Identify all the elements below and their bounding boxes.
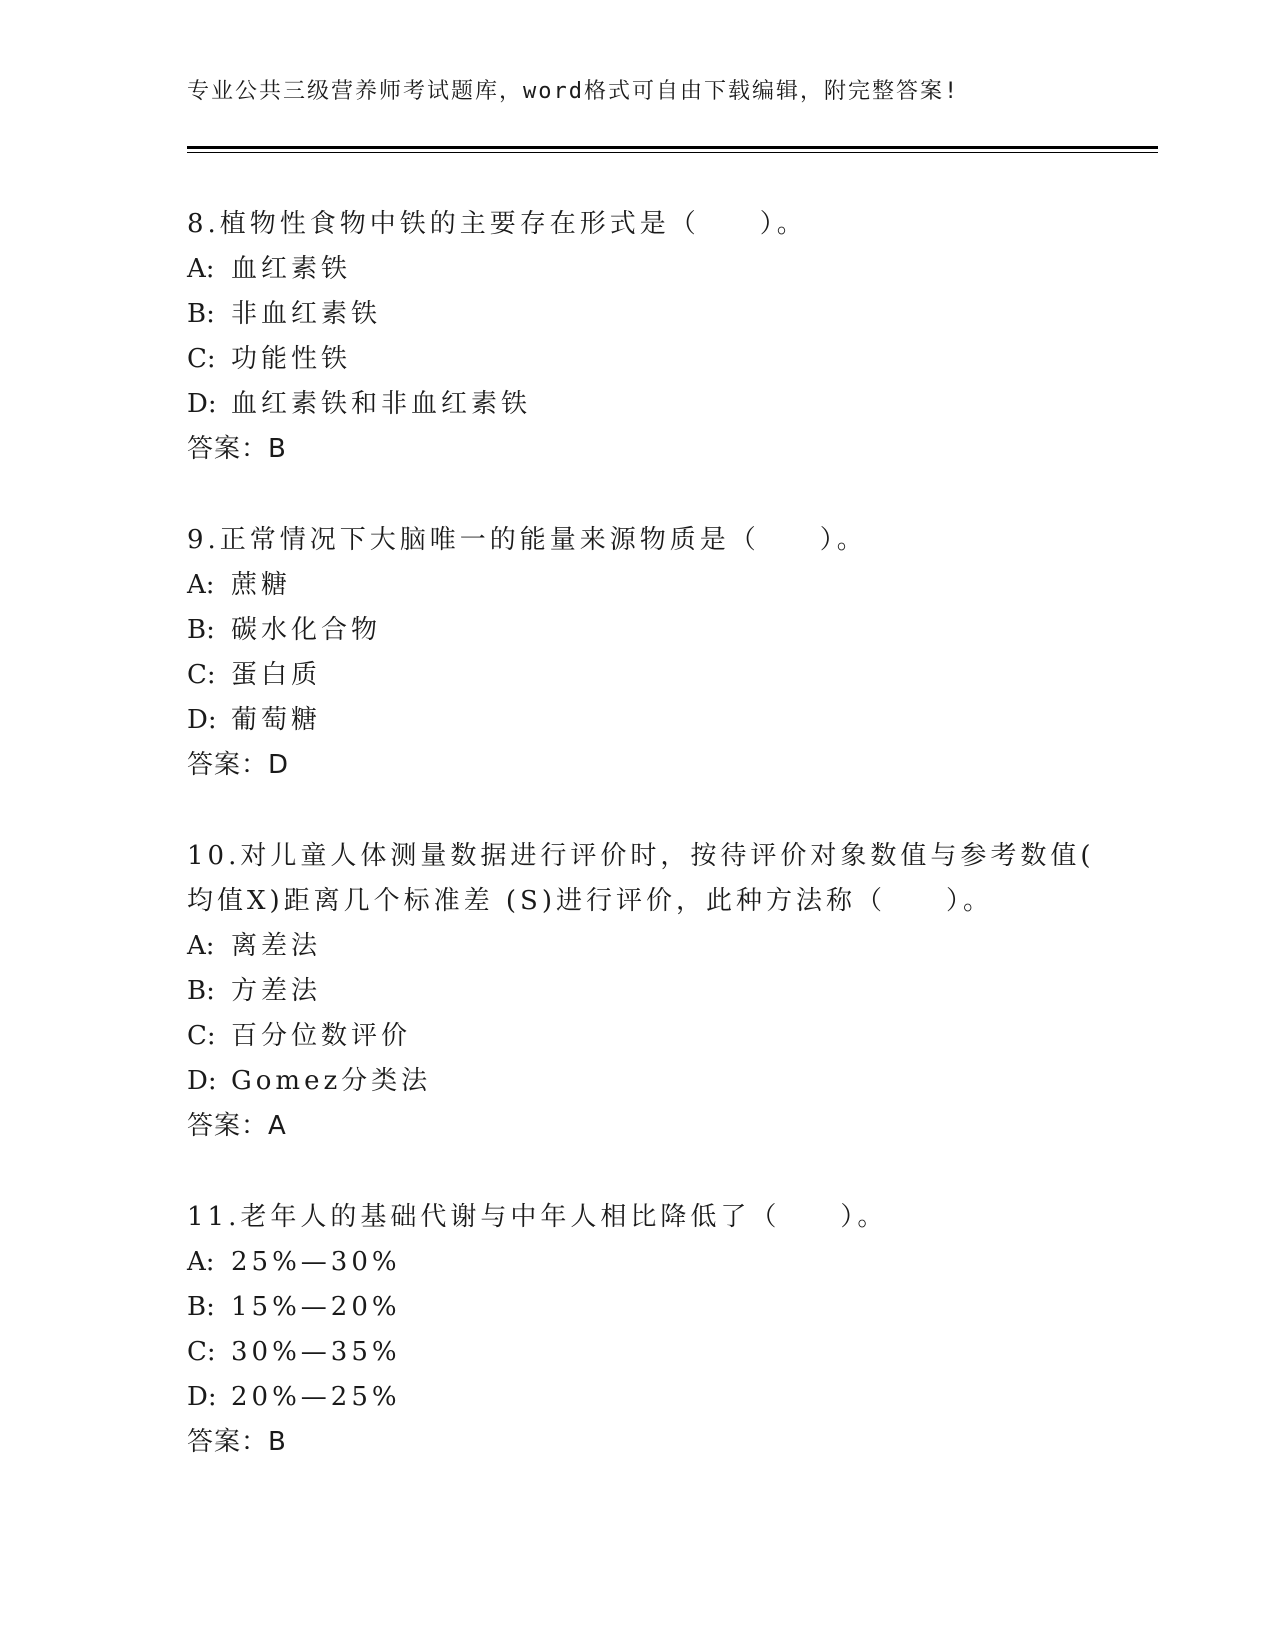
option-text: 离差法	[231, 931, 322, 961]
answer-line: 答案：B	[187, 1427, 287, 1457]
option-text: Gomez分类法	[231, 1066, 432, 1096]
option-key: A:	[187, 570, 215, 600]
option-text: 蔗糖	[231, 570, 292, 600]
question-item	[187, 202, 1087, 472]
option-key: C:	[187, 660, 216, 690]
option-b	[187, 292, 1087, 337]
option-key: A:	[187, 1247, 215, 1277]
option-a	[187, 924, 1087, 969]
option-text: 非血红素铁	[231, 299, 382, 329]
question-stem: 8.植物性食物中铁的主要存在形式是（ ）。	[187, 209, 807, 239]
page-header: 专业公共三级营养师考试题库，word格式可自由下载编辑，附完整答案!	[187, 79, 960, 104]
option-key: C:	[187, 344, 216, 374]
option-text: 方差法	[231, 976, 322, 1006]
option-a	[187, 1240, 1087, 1285]
answer-line: 答案：A	[187, 1111, 287, 1141]
header-rule-thin	[187, 152, 1158, 153]
option-text: 蛋白质	[231, 660, 322, 690]
option-text: 功能性铁	[231, 344, 352, 374]
option-text: 20%—25%	[231, 1382, 401, 1412]
answer-line: 答案：D	[187, 750, 290, 780]
option-c	[187, 653, 1087, 698]
question-stem: 11.老年人的基础代谢与中年人相比降低了（ ）。	[187, 1202, 888, 1232]
option-key: C:	[187, 1337, 216, 1367]
option-key: A:	[187, 931, 215, 961]
question-stem-continued: 均值X)距离几个标准差 (S)进行评价，此种方法称（ ）。	[187, 886, 994, 916]
option-d	[187, 1059, 1087, 1104]
question-item	[187, 1195, 1087, 1465]
option-key: C:	[187, 1021, 216, 1051]
option-a	[187, 247, 1087, 292]
option-key: B:	[187, 615, 215, 645]
question-item	[187, 518, 1087, 788]
option-text: 30%—35%	[231, 1337, 401, 1367]
question-stem: 9.正常情况下大脑唯一的能量来源物质是（ ）。	[187, 525, 867, 555]
option-c	[187, 1330, 1087, 1375]
option-key: B:	[187, 299, 215, 329]
option-b	[187, 969, 1087, 1014]
option-key: D:	[187, 705, 217, 735]
option-text: 血红素铁和非血红素铁	[231, 389, 532, 419]
header-rule-thick	[187, 146, 1158, 149]
option-key: D:	[187, 389, 217, 419]
option-d	[187, 698, 1087, 743]
option-text: 15%—20%	[231, 1292, 401, 1322]
option-text: 25%—30%	[231, 1247, 401, 1277]
option-text: 百分位数评价	[231, 1021, 412, 1051]
option-key: B:	[187, 976, 215, 1006]
question-stem: 10.对儿童人体测量数据进行评价时，按待评价对象数值与参考数值(	[187, 841, 1095, 871]
option-d	[187, 382, 1087, 427]
question-list	[187, 202, 1095, 1511]
option-b	[187, 608, 1087, 653]
option-key: D:	[187, 1382, 217, 1412]
option-key: A:	[187, 254, 215, 284]
option-c	[187, 1014, 1087, 1059]
option-key: D:	[187, 1066, 217, 1096]
option-text: 葡萄糖	[231, 705, 322, 735]
option-key: B:	[187, 1292, 215, 1322]
option-text: 血红素铁	[231, 254, 352, 284]
option-d	[187, 1375, 1087, 1420]
option-a	[187, 563, 1087, 608]
question-item	[187, 834, 1095, 1149]
option-b	[187, 1285, 1087, 1330]
answer-line: 答案：B	[187, 434, 287, 464]
option-text: 碳水化合物	[231, 615, 382, 645]
option-c	[187, 337, 1087, 382]
